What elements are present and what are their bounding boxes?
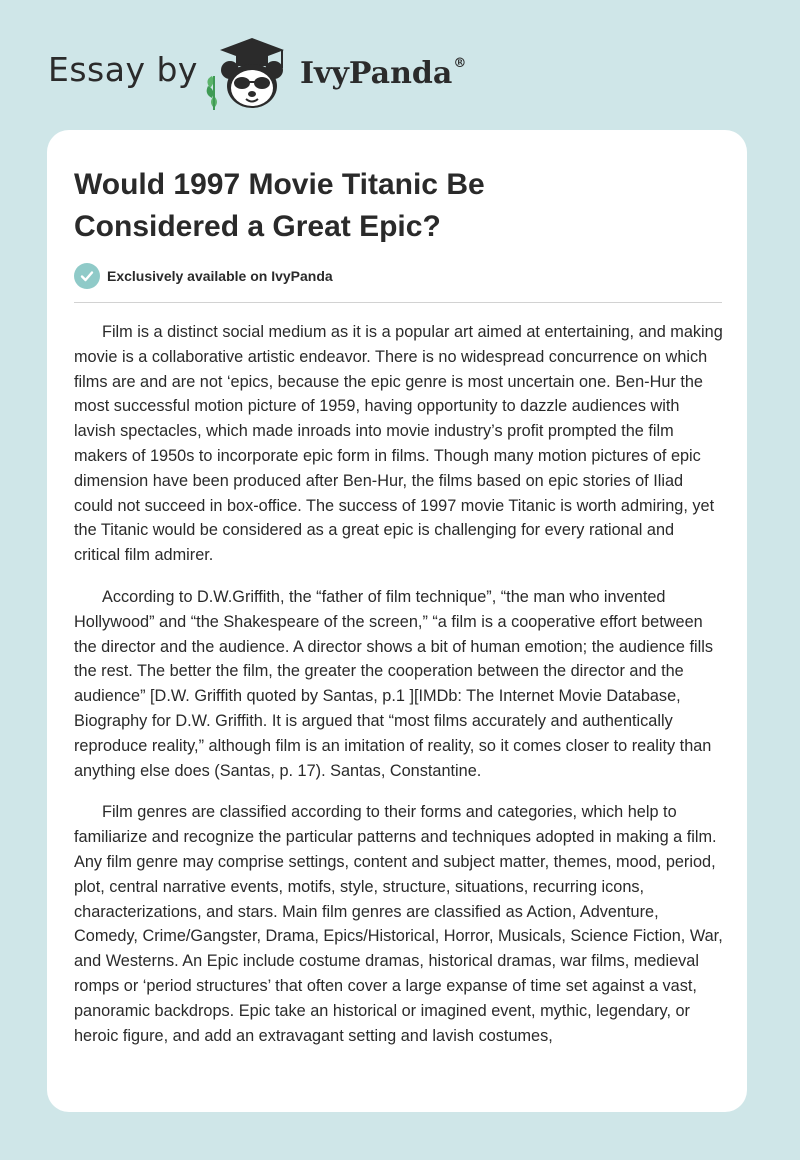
badge-text: Exclusively available on IvyPanda — [107, 268, 333, 284]
essay-card — [47, 130, 747, 1112]
exclusive-badge — [74, 262, 333, 290]
brand-name[interactable]: IvyPanda® — [300, 56, 467, 91]
paragraph: Film genres are classified according to their forms and categories, which help to familiarize and recognize the particular patterns and techniques adopted in making a film. Any film genre may comprise settings, content and subject matter, themes, mood, period, plot, central narrative events, motifs, style, structure, situations, recurring icons, characterizations, and stars. Main film genres are classified as Action, Adventure, Comedy, Crime/Gangster, Drama, Epics/Historical, Horror, Musicals, Science Fiction, War, and Westerns. An Epic include costume dramas, historical dramas, war films, medieval romps or ‘period structures’ that often cover a large expanse of time set against a vast, panoramic backdrops. Epic take an historical or imagined event, mythic, legendary, or heroic figure, and add an extravagant setting and lavish costumes, — [74, 803, 723, 1045]
essay-by-label: Essay by — [48, 50, 198, 89]
paragraph: According to D.W.Griffith, the “father of film technique”, “the man who invented Hollywood” and “the Shakespeare of the screen,” “a film is a cooperative effort between the director and the audience. A director shows a bit of human emotion; the audience fills the rest. The better the film, the greater the cooperation between the director and the audience” [D.W. Griffith quoted by Santas, p.1 ][IMDb: The Internet Movie Database, Biography for D.W. Griffith. It is argued that “most films accurately and authentically reproduce reality,” although film is an imitation of reality, so it comes closer to reality than anything else does (Santas, p. 17). Santas, Constantine. — [74, 587, 713, 780]
page-title — [74, 164, 694, 248]
paragraph: Film is a distinct social medium as it is a popular art aimed at entertaining, and making movie is a collaborative artistic endeavor. There is no widespread concurrence on which films are and are not ‘epics, because the epic genre is most uncertain one. Ben-Hur the most successful motion picture of 1959, having opportunity to dazzle audiences with lavish spectacles, which made inroads into movie industry’s profit prompted the film makers of 1950s to incorporate epic form in films. Though many motion pictures of epic dimension have been produced after Ben-Hur, the films based on epic stories of Iliad could not succeed in box-office. The success of 1997 movie Titanic is worth admiring, yet the Titanic would be considered as a great epic is challenging for every rational and critical film admirer. — [74, 323, 723, 565]
site-header — [48, 36, 508, 116]
divider — [74, 302, 722, 303]
title-line-2: Considered a Great Epic? — [74, 210, 441, 243]
essay-body — [74, 320, 724, 1065]
check-circle-icon — [74, 263, 100, 289]
title-line-1: Would 1997 Movie Titanic Be — [74, 168, 485, 201]
panda-graduate-icon[interactable] — [200, 36, 296, 112]
